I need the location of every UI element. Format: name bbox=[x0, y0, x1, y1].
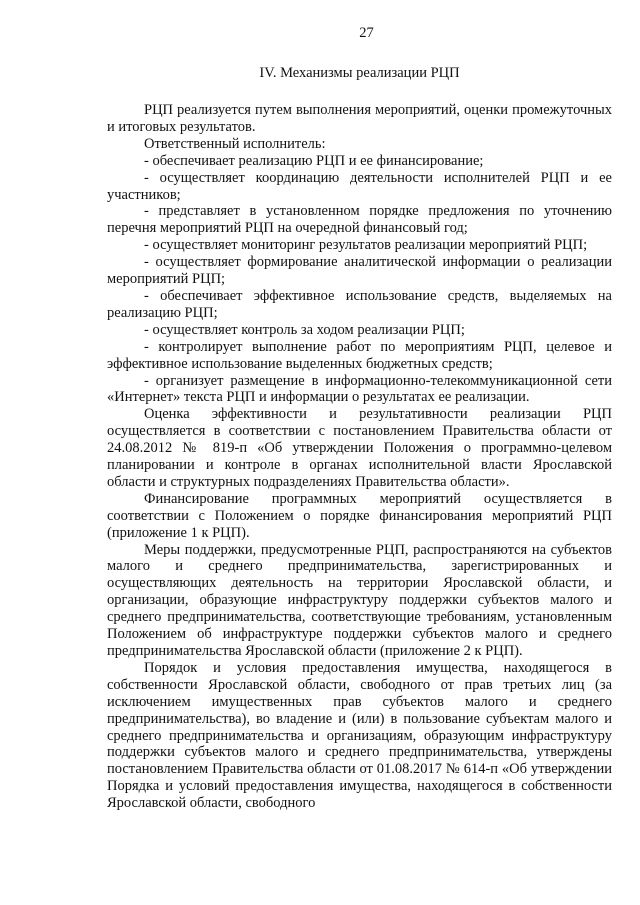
paragraph-support-measures: Меры поддержки, предусмотренные РЦП, распространяются на субъектов малого и среднего предпринимательства, зарегистрированных и осуществляющих деятельность на территории Ярославской области, и организации, образующие инфраструктуру поддержки субъектов малого и среднего предпринимательства, соответствующие требованиям, установленным Положением об инфраструктуре поддержки субъектов малого и среднего предпринимательства Ярославской области (приложение 2 к РЦП). bbox=[107, 541, 612, 659]
paragraph-evaluation: Оценка эффективности и результативности реализации РЦП осуществляется в соответствии с постановлением Правительства области от 24.08.2012 № 819-п «Об утверждении Положения о программно-целевом планировании и контроле в органах исполнительной власти Ярославской области и структурных подразделениях Правительства области». bbox=[107, 406, 612, 490]
paragraph-responsible: Ответственный исполнитель: bbox=[144, 135, 326, 152]
list-item: - осуществляет координацию деятельности исполнителей РЦП и ее участников; bbox=[107, 169, 612, 203]
list-item: - организует размещение в информационно-телекоммуникационной сети «Интернет» текста РЦП и информации о результатах ее реализации. bbox=[107, 372, 612, 406]
list-item: - контролирует выполнение работ по мероприятиям РЦП, целевое и эффективное использование выделенных бюджетных средств; bbox=[107, 338, 612, 372]
paragraph-property-procedure: Порядок и условия предоставления имущества, находящегося в собственности Ярославской области, свободного от прав третьих лиц (за исключением имущественных прав субъектов малого и среднего предпринимательства), во владение и (или) в пользование субъектам малого и среднего предпринимательства и организациям, образующим инфраструктуру поддержки субъектов малого и среднего предпринимательства, утверждены постановлением Правительства области от 01.08.2017 № 614-п «Об утверждении Порядка и условий предоставления имущества, находящегося в собственности Ярославской области, свободного bbox=[107, 659, 612, 812]
document-body bbox=[107, 102, 612, 812]
list-item: - осуществляет контроль за ходом реализации РЦП; bbox=[144, 321, 465, 338]
list-item: - осуществляет формирование аналитической информации о реализации мероприятий РЦП; bbox=[107, 254, 612, 288]
list-item: - обеспечивает реализацию РЦП и ее финансирование; bbox=[144, 152, 484, 169]
list-item: - осуществляет мониторинг результатов реализации мероприятий РЦП; bbox=[144, 237, 588, 254]
page-number: 27 bbox=[359, 25, 374, 41]
paragraph-intro: РЦП реализуется путем выполнения мероприятий, оценки промежуточных и итоговых результатов. bbox=[107, 102, 612, 135]
section-title: IV. Механизмы реализации РЦП bbox=[259, 65, 460, 81]
list-item: - представляет в установленном порядке предложения по уточнению перечня мероприятий РЦП на очередной финансовый год; bbox=[107, 203, 612, 237]
paragraph-financing: Финансирование программных мероприятий осуществляется в соответствии с Положением о порядке финансирования мероприятий РЦП (приложение 1 к РЦП). bbox=[107, 490, 612, 541]
list-item: - обеспечивает эффективное использование средств, выделяемых на реализацию РЦП; bbox=[107, 287, 612, 321]
